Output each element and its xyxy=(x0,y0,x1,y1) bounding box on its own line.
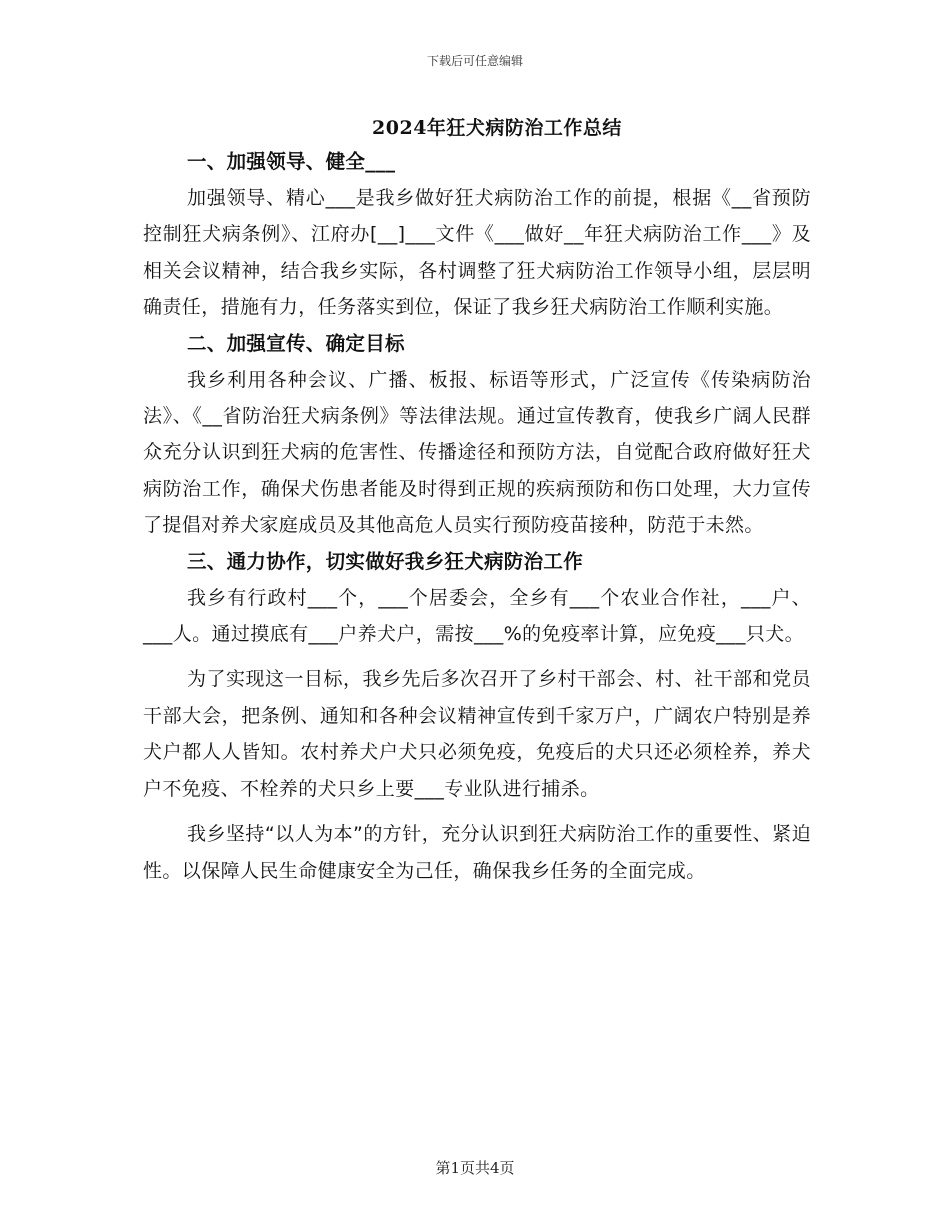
section-3-paragraph-1: 我乡有行政村___个，___个居委会，全乡有___个农业合作社，___户、___人。通过摸底有___户养犬户，需按___%的免疫率计算，应免疫___只犬。 xyxy=(143,586,811,646)
section-heading-3: 三、通力协作，切实做好我乡狂犬病防治工作 xyxy=(187,549,584,573)
page-header-note: 下载后可任意编辑 xyxy=(426,54,523,68)
section-2-paragraph-1: 我乡利用各种会议、广播、板报、标语等形式，广泛宣传《传染病防治法》、《__省防治狂犬病条例》等法律法规。通过宣传教育，使我乡广阔人民群众充分认识到狂犬病的危害性、传播途径和预防方法，自觉配合政府做好狂犬病防治工作，确保犬伤患者能及时得到正规的疾病预防和伤口处理，大力宣传了提倡对养犬家庭成员及其他高危人员实行预防疫苗接种，防范于未然。 xyxy=(143,368,811,537)
section-heading-1: 一、加强领导、健全___ xyxy=(187,150,396,173)
document-title: 2024年狂犬病防治工作总结 xyxy=(372,117,622,139)
section-3-paragraph-2: 为了实现这一目标，我乡先后多次召开了乡村干部会、村、社干部和党员干部大会，把条例、通知和各种会议精神宣传到千家万户，广阔农户特别是养犬户都人人皆知。农村养犬户犬只必须免疫，免疫后的犬只还必须栓养，养犬户不免疫、不栓养的犬只乡上要___专业队进行捕杀。 xyxy=(143,668,811,800)
document-body xyxy=(143,112,811,889)
section-3-paragraph-3: 我乡坚持“以人为本”的方针，充分认识到狂犬病防治工作的重要性、紧迫性。以保障人民生命健康安全为己任，确保我乡任务的全面完成。 xyxy=(143,823,811,882)
page-number: 第1页共4页 xyxy=(435,1159,515,1177)
section-heading-2: 二、加强宣传、确定目标 xyxy=(187,331,405,355)
section-1-paragraph-1: 加强领导、精心___是我乡做好狂犬病防治工作的前提，根据《__省预防控制狂犬病条例》、江府办[__]___文件《___做好__年狂犬病防治工作___》及相关会议精神，结合我乡实际，各村调整了狂犬病防治工作领导小组，层层明确责任，措施有力，任务落实到位，保证了我乡狂犬病防治工作顺利实施。 xyxy=(143,187,811,319)
